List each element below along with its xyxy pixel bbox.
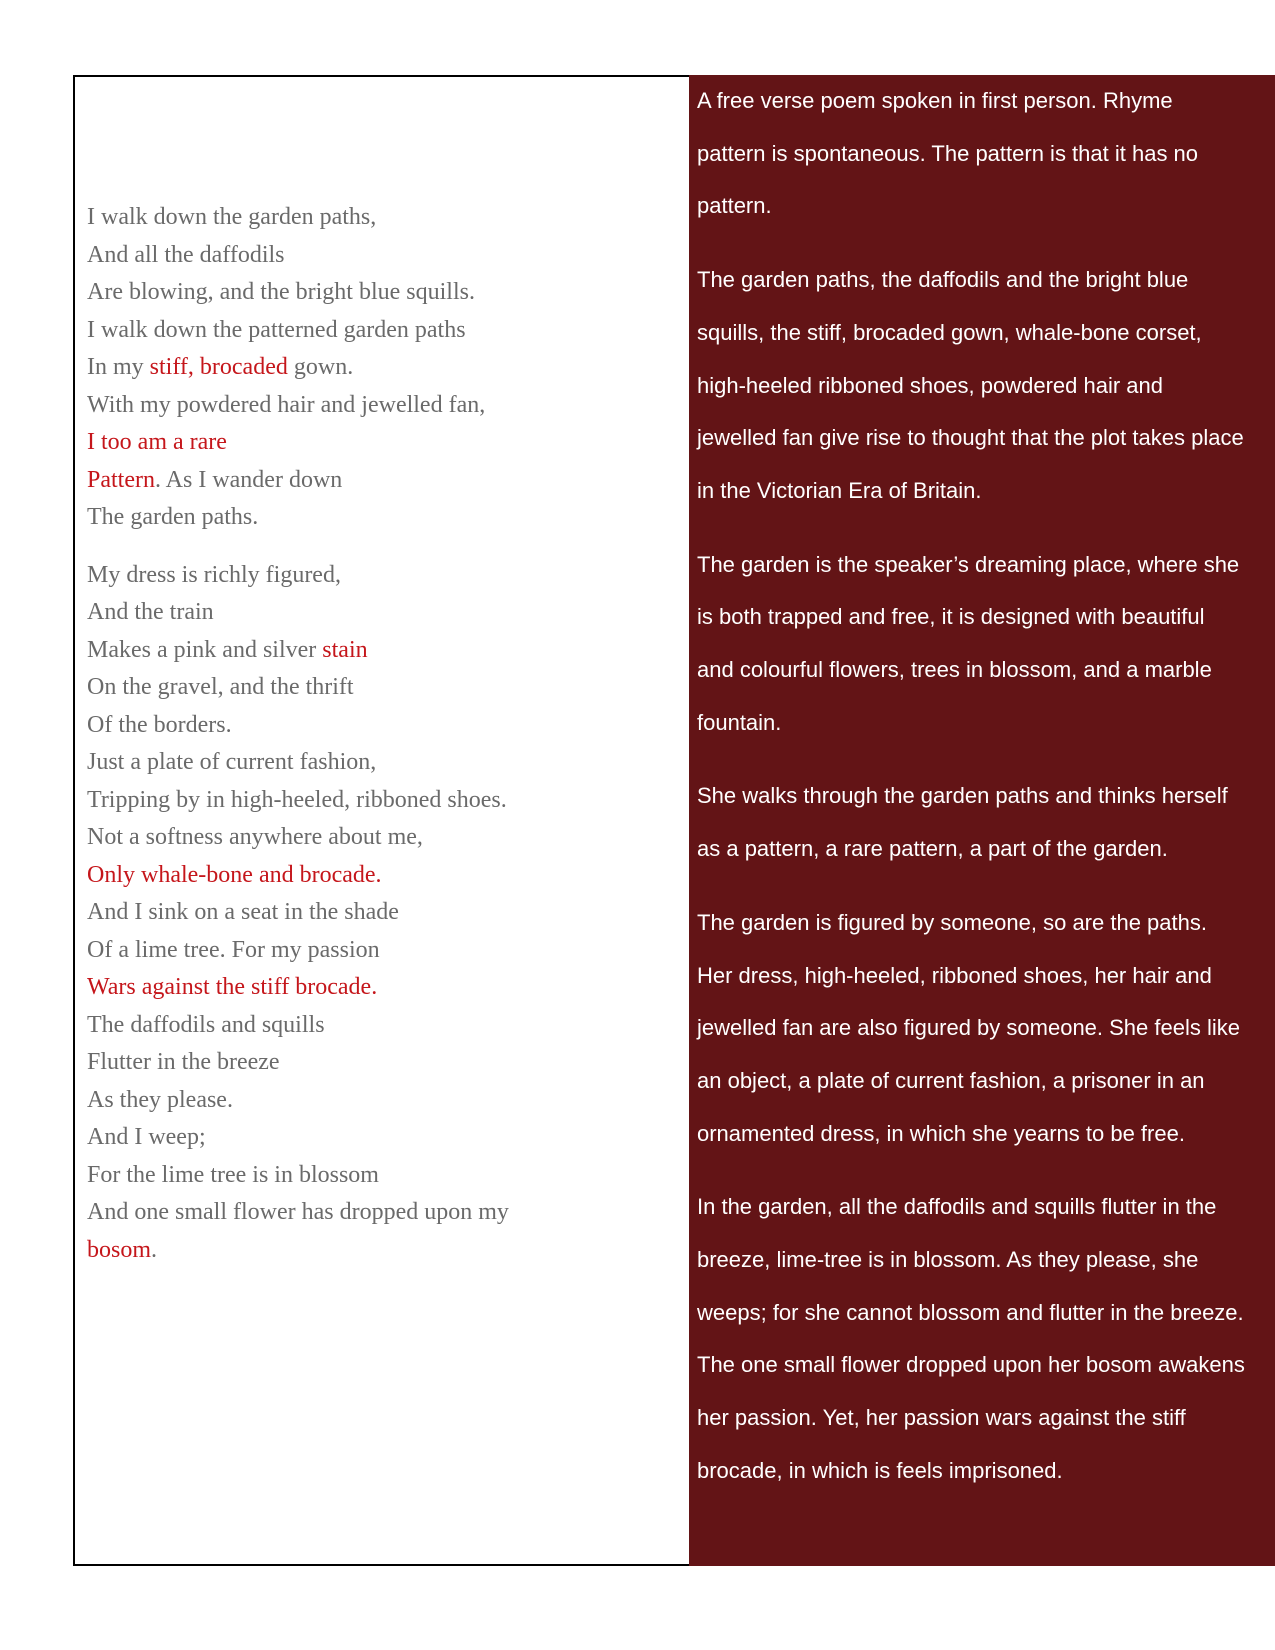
poem-line (87, 1232, 667, 1270)
highlighted-phrase: I too am a rare (87, 429, 227, 455)
poem-line (87, 1007, 667, 1045)
poem-text: . (151, 1236, 158, 1263)
poem-text: And I weep; (87, 1124, 206, 1150)
poem-text: . As I wander down (154, 466, 343, 493)
poem-text: Makes a pink and silver (87, 636, 323, 663)
commentary-paragraph: A free verse poem spoken in first person. Rhyme pattern is spontaneous. The pattern is that it has no pattern. (697, 88, 1199, 219)
poem-text: On the gravel, and the thrift (87, 674, 354, 700)
highlighted-phrase: Wars against the stiff brocade. (87, 974, 378, 1000)
poem-line (87, 462, 667, 500)
commentary-paragraph: The garden is the speaker’s dreaming place, where she is both trapped and free, it is designed with beautiful and colourful flowers, trees in blossom, and a marble fountain. (697, 551, 1240, 735)
poem-text: Flutter in the breeze (87, 1049, 280, 1075)
poem-text: Not a softness anywhere about me, (87, 824, 423, 850)
commentary-paragraph: The garden is figured by someone, so are the paths. Her dress, high-heeled, ribboned shoes, her hair and jewelled fan are also figured by someone. She feels like an object, a plate of current fashion, a prisoner in an ornamented dress, in which she yearns to be free. (697, 909, 1240, 1146)
poem-text: As they please. (87, 1086, 233, 1113)
poem-line (87, 1157, 667, 1195)
poem-line (87, 857, 667, 895)
poem-text: gown. (287, 354, 354, 380)
poem-line (87, 1044, 667, 1082)
poem-text: Of the borders. (87, 711, 232, 738)
poem-text: And all the daffodils (87, 241, 285, 268)
poem-text: Of a lime tree. For my passion (87, 936, 380, 963)
poem-text: My dress is richly figured, (87, 561, 341, 588)
poem-stanza (87, 557, 667, 1270)
poem-text: I walk down the garden paths, (87, 204, 377, 230)
poem-text: Just a plate of current fashion, (87, 749, 377, 775)
poem-text: In my (87, 354, 150, 380)
commentary-paragraph: She walks through the garden paths and thinks herself as a pattern, a rare pattern, a part of the garden. (697, 783, 1228, 862)
poem-text: And I sink on a seat in the shade (87, 899, 399, 925)
commentary-panel (689, 75, 1275, 1566)
poem-line (87, 782, 667, 820)
poem-line (87, 312, 667, 350)
poem-line (87, 499, 667, 537)
poem-line (87, 424, 667, 462)
poem-text: The garden paths. (87, 504, 259, 530)
poem-line (87, 199, 667, 237)
poem-line (87, 1194, 667, 1232)
poem-text: And one small flower has dropped upon my (87, 1199, 509, 1225)
highlighted-phrase: bosom (87, 1236, 152, 1263)
poem-line (87, 819, 667, 857)
poem-line (87, 557, 667, 595)
highlighted-phrase: Only whale-bone and brocade. (87, 861, 382, 888)
commentary-paragraph: In the garden, all the daffodils and squills flutter in the breeze, lime-tree is in blossom. As they please, she weeps; for she cannot blossom and flutter in the breeze. The one small flower dropped upon her bosom awakens her passion. Yet, her passion wars against the stiff brocade, in which is feels imprisoned. (697, 1194, 1245, 1483)
highlighted-phrase: Pattern (87, 466, 155, 493)
poem-text: Are blowing, and the bright blue squills. (87, 279, 475, 305)
poem-line (87, 744, 667, 782)
poem-line (87, 387, 667, 425)
poem-line (87, 932, 667, 970)
poem-text: The daffodils and squills (87, 1011, 325, 1038)
highlighted-phrase: stain (322, 636, 368, 663)
poem-stanza (87, 199, 667, 537)
poem-line (87, 707, 667, 745)
poem-line (87, 594, 667, 632)
poem-text: I walk down the patterned garden paths (87, 316, 466, 343)
poem-text: Tripping by in high-heeled, ribboned shoes. (87, 786, 507, 813)
poem-line (87, 274, 667, 312)
poem-text: With my powdered hair and jewelled fan, (87, 391, 486, 418)
poem-text: For the lime tree is in blossom (87, 1161, 379, 1188)
poem-line (87, 1082, 667, 1120)
poem-column (87, 199, 667, 1289)
poem-line (87, 1119, 667, 1157)
highlighted-phrase: stiff, brocaded (149, 354, 288, 380)
poem-line (87, 237, 667, 275)
poem-line (87, 894, 667, 932)
poem-line (87, 632, 667, 670)
poem-line (87, 669, 667, 707)
poem-line (87, 969, 667, 1007)
poem-text: And the train (87, 599, 214, 625)
commentary-paragraph: The garden paths, the daffodils and the bright blue squills, the stiff, brocaded gown, whale-bone corset, high-heeled ribboned shoes, powdered hair and jewelled fan give rise to thought that the plot takes place in the Victorian Era of Britain. (697, 267, 1244, 503)
poem-line (87, 349, 667, 387)
